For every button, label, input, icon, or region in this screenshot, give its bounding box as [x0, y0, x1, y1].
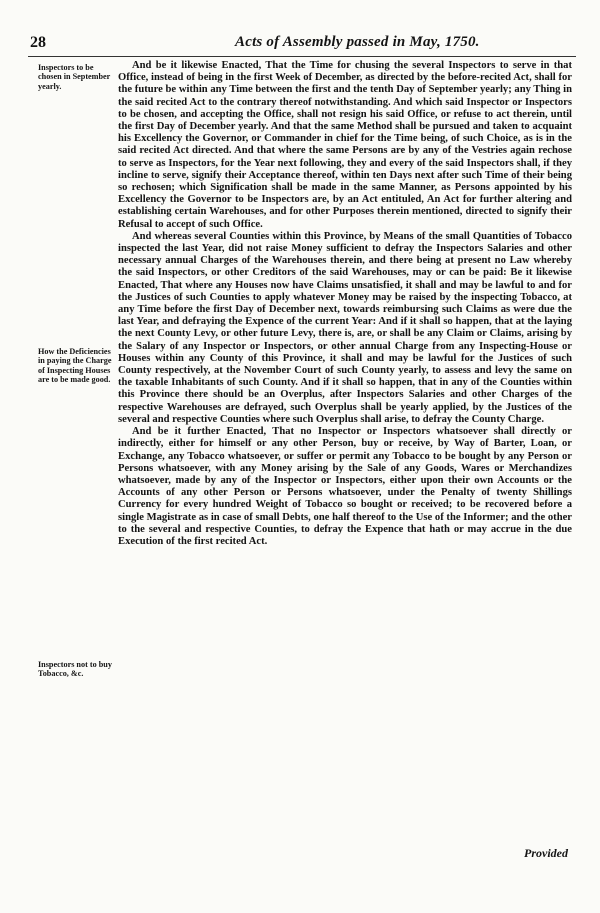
page-number: 28 — [30, 34, 46, 51]
margin-note-not-to-buy: Inspectors not to buy Tobacco, &c. — [38, 660, 112, 679]
page-header — [30, 34, 575, 54]
paragraph-3: And be it further Enacted, That no Inspector or Inspectors whatsoever shall directly or indirectly, either for himself or any other Person, buy or receive, by Way of Barter, Loan, or Exchange, any Tobacco whatsoever, or suffer or permit any Tobacco to be bought by any Person or Persons whatsoever, with any Money arising by the Sale of any Goods, Wares or Merchandizes whatsoever, made by any of the Inspector or Inspectors, either upon their own Accounts or the Accounts of any other Person or Persons whatsoever, under the Penalty of twenty Shillings Currency for every hundred Weight of Tobacco so bought or received; to be recovered before a single Magistrate as in case of small Debts, one half thereof to the Use of the Informer; and the other to the several and respective Counties, to defray the Expence that hath or may accrue in the due Execution of the first recited Act. — [118, 426, 572, 547]
margin-note-inspectors-chosen: Inspectors to be chosen in September yearly. — [38, 63, 111, 91]
body-text — [118, 60, 572, 548]
header-rule — [28, 56, 576, 57]
catchword: Provided — [524, 846, 568, 860]
running-title: Acts of Assembly passed in May, 1750. — [235, 34, 480, 50]
margin-note-deficiencies: How the Deficiencies in paying the Charge of Inspecting Houses are to be made good. — [38, 347, 112, 385]
paragraph-1: And be it likewise Enacted, That the Time for chusing the several Inspectors to serve in that Office, instead of being in the first Week of December, as directed by the before-recited Act, shall for the future be within any Time between the first and the tenth Day of September yearly; any Thing in the said recited Act to the contrary thereof notwithstanding. And which said Inspector or Inspectors to be chosen, and accepting the Office, shall not resign his said Office, or refuse to act therein, until the first Day of December yearly. And that the same Method shall be pursued and taken to acquaint his Excellency the Governor, or Commander in chief for the Time being, of such Choice, as is in the said recited Act directed. And that where the same Persons are by any of the Vestries again rechose to serve as Inspectors, for the Year next following, they and every of the said Inspectors shall, if they incline to serve, signify their Acceptance thereof, within ten Days next after such Time of their being so rechosen; which Signification shall be made in the same Manner, as Persons appointed by his Excellency the Governor to be Inspectors are, by an Act entituled, An Act for further altering and establishing certain Warehouses, and for other Purposes therein mentioned, directed to signify their Refusal to accept of such Office. — [118, 60, 572, 230]
paragraph-2: And whereas several Counties within this Province, by Means of the small Quantities of Tobacco inspected the last Year, did not raise Money sufficient to defray the Inspectors Salaries and other necessary annual Charges of the Warehouses therein, and there being at present no Law whereby the said Inspectors, or other Creditors of the said Warehouses, may or can be paid: Be it likewise Enacted, That where any Houses now have Claims unsatisfied, it shall and may be lawful to and for the Justices of such Counties to apply whatever Money may be raised by the inspecting Tobacco, at any Time before the first Day of December next, towards reimbursing such Claims as were due the last Year, and defraying the Expence of the current Year: And if it shall so happen, that at the laying the next County Levy, or other future Levy, there is, are, or shall be any Claim or Claims, arising by the Salary of any Inspector or Inspectors, or other annual Charge from any Inspecting-House or Houses within any County of this Province, it shall and may be lawful for the Justices of such County respectively, at the November Court of such County yearly, to assess and levy the same on the taxable Inhabitants of such County. And if it shall so happen, that in any of the Counties within this Province there should be an Overplus, after Inspectors Salaries and other Charges of the respective Warehouses are defrayed, such Overplus shall be yearly applied, by the Justices of the several and respective Counties where such Overplus shall arise, to defray the County Charge. — [118, 230, 572, 425]
